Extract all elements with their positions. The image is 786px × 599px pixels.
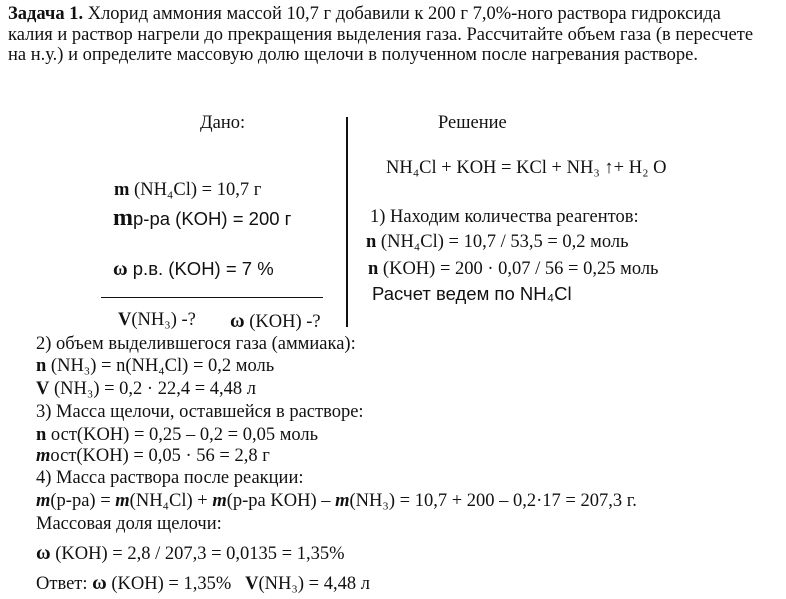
mass-fraction-value: (KOH) = 2,8 / 207,3 = 0,0135 = 1,35% (50, 544, 345, 564)
fraction-heading: Массовая доля щелочи: (36, 514, 222, 534)
problem-statement (8, 4, 770, 66)
mass-part-1: (р-ра) = (50, 491, 116, 511)
moles-koh-value: (KOH) = 200 · 0,07 / 56 = 0,25 моль (378, 259, 659, 279)
step-3-heading: 3) Масса щелочи, оставшейся в растворе: (36, 402, 364, 422)
moles-nh4cl-value: (NH₄Cl) = 10,7 / 53,5 = 0,2 моль (376, 232, 629, 252)
mass-symbol-3: m (212, 491, 227, 511)
given-separator (101, 297, 323, 298)
answer-label: Ответ: (36, 574, 93, 594)
find-volume-value: (NH₃) -? (131, 310, 196, 330)
mass-remaining-symbol: m (36, 446, 51, 466)
volume-nh3 (36, 380, 256, 399)
moles-remaining-symbol: n (36, 425, 47, 445)
column-divider (346, 117, 348, 327)
mass-symbol-2: m (115, 491, 130, 511)
find-volume-symbol: V (118, 310, 132, 330)
mass-part-3: (р-ра KOH) – (226, 491, 336, 511)
mass-symbol-1: m (36, 491, 51, 511)
moles-nh4cl (366, 233, 629, 252)
given-solution-mass-value: р-ра (KOH) = 200 г (133, 208, 292, 229)
given-fraction-line (113, 259, 274, 280)
mass-remaining-koh (36, 447, 270, 466)
given-mass-line (114, 181, 261, 200)
given-solution-mass-symbol: m (113, 205, 133, 231)
calculation-basis: Расчет ведем по NH₄Cl (372, 283, 572, 304)
given-solution-mass-line (113, 206, 291, 230)
step-2-heading: 2) объем выделившегося газа (аммиака): (36, 334, 356, 354)
solution-title: Решение (438, 113, 507, 133)
answer-omega-symbol: ω (92, 572, 107, 594)
volume-nh3-symbol: V (36, 379, 50, 399)
problem-body: Хлорид аммония массой 10,7 г добавили к 200 г 7,0%-ного раствора гидроксида калия и раствор нагрели до прекращения выделения газа. Рассчитайте объем газа (в пересчете на н.у.) и определите массовую долю щелочи в полученном после нагревания растворе. (8, 4, 754, 65)
moles-koh (368, 260, 659, 279)
result-omega-symbol: ω (36, 542, 51, 564)
mass-part-2: (NH₄Cl) + (129, 491, 213, 511)
solution-mass-equation (36, 492, 637, 511)
find-fraction-value: (KOH) -? (244, 312, 321, 332)
mass-symbol-4: m (335, 491, 350, 511)
given-mass-symbol: m (114, 180, 130, 200)
problem-heading: Задача 1. (8, 4, 84, 24)
mass-part-4: (NH₃) = 10,7 + 200 – 0,2·17 = 207,3 г. (349, 491, 637, 511)
find-omega-symbol: ω (230, 310, 245, 332)
find-fraction (230, 311, 321, 332)
answer-volume-symbol: V (245, 574, 259, 594)
reaction-equation: NH₄Cl + KOH = KCl + NH₃ ↑+ H₂ O (386, 158, 667, 178)
moles-nh3 (36, 357, 274, 376)
step-1-heading: 1) Находим количества реагентов: (370, 207, 639, 227)
step-4-heading: 4) Масса раствора после реакции: (36, 468, 304, 488)
answer-line (36, 573, 370, 594)
given-title: Дано: (200, 113, 246, 133)
mass-remaining-value: ост(KOH) = 0,05 · 56 = 2,8 г (50, 446, 270, 466)
moles-nh3-value: (NH₃) = n(NH₄Cl) = 0,2 моль (46, 356, 275, 376)
moles-nh3-symbol: n (36, 356, 47, 376)
find-volume (118, 311, 196, 330)
mass-fraction-result (36, 543, 345, 564)
answer-volume-value: (NH₃) = 4,48 л (258, 574, 370, 594)
moles-koh-symbol: n (368, 259, 379, 279)
given-omega-symbol: ω (113, 258, 128, 280)
moles-remaining-value: ост(KOH) = 0,25 – 0,2 = 0,05 моль (46, 425, 319, 445)
moles-remaining-koh (36, 426, 318, 445)
answer-fraction-value: (KOH) = 1,35% (106, 574, 246, 594)
moles-nh4cl-symbol: n (366, 232, 377, 252)
given-mass-value: (NH₄Cl) = 10,7 г (129, 180, 262, 200)
volume-nh3-value: (NH₃) = 0,2 · 22,4 = 4,48 л (49, 379, 257, 399)
given-fraction-value: р.в. (KOH) = 7 % (127, 258, 274, 279)
